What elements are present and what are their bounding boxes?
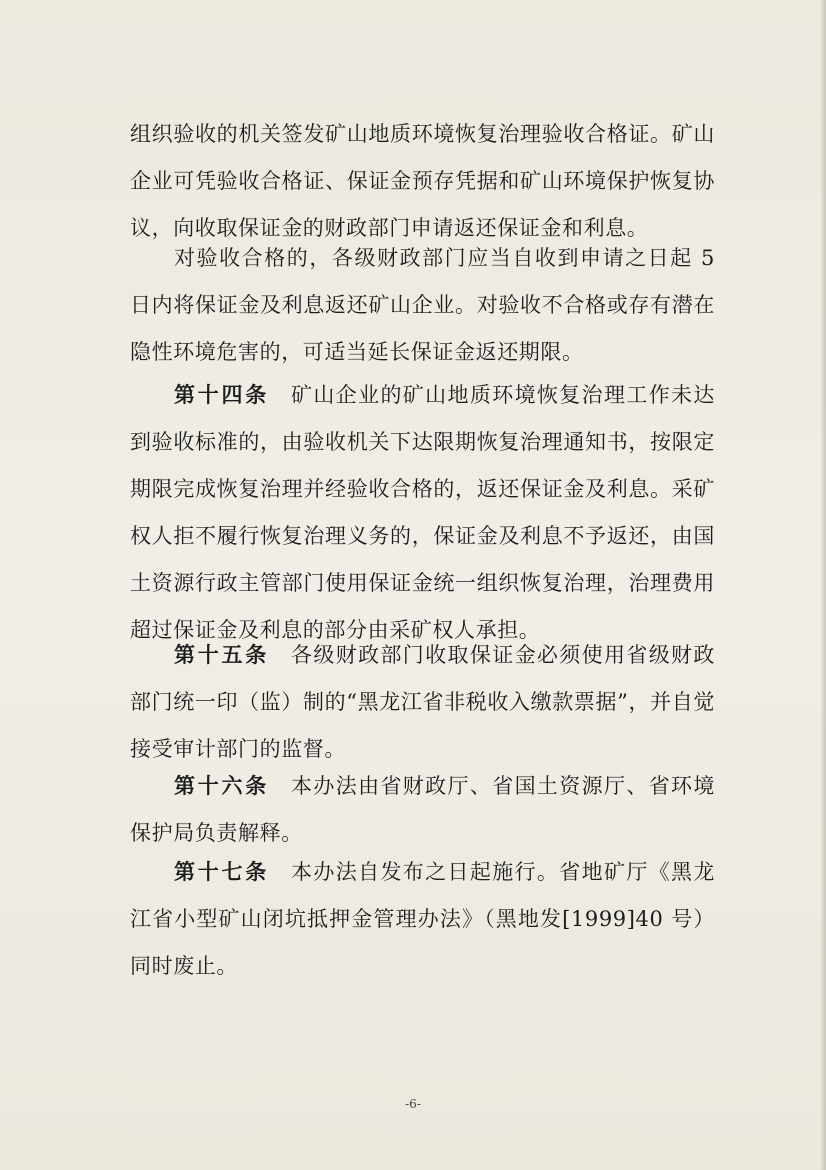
- article-heading: 第十六条: [174, 773, 270, 798]
- article-heading: 第十七条: [174, 859, 270, 884]
- paragraph-2: [130, 235, 715, 376]
- paragraph-text: 对验收合格的，各级财政部门应当自收到申请之日起 5 日内将保证金及利息返还矿山企业。对验收不合格或存有潜在隐性环境危害的，可适当延长保证金返还期限。: [130, 246, 715, 364]
- article-heading: 第十五条: [174, 642, 270, 667]
- article-text: 矿山企业的矿山地质环境恢复治理工作未达到验收标准的，由验收机关下达限期恢复治理通知书，按限定期限完成恢复治理并经验收合格的，返还保证金及利息。采矿权人拒不履行恢复治理义务的，保证金及利息不予返还，由国土资源行政主管部门使用保证金统一组织恢复治理，治理费用超过保证金及利息的部分由采矿权人承担。: [130, 383, 716, 642]
- article-heading: 第十四条: [174, 382, 270, 407]
- article-text: 本办法由省财政厅、省国土资源厅、省环境保护局负责解释。: [130, 774, 716, 845]
- paragraph-1: [130, 111, 715, 252]
- article-text: 本办法自发布之日起施行。省地矿厅《黑龙江省小型矿山闭坑抵押金管理办法》（黑地发[1999]40 号）同时废止。: [130, 860, 716, 978]
- article-17: [130, 848, 715, 990]
- page-number: -6-: [405, 1097, 421, 1111]
- article-16: [130, 762, 715, 857]
- article-text: 各级财政部门收取保证金必须使用省级财政部门统一印（监）制的“黑龙江省非税收入缴款票据”，并自觉接受审计部门的监督。: [130, 643, 716, 761]
- article-14: [130, 371, 715, 654]
- article-15: [130, 631, 715, 773]
- paragraph-text: 组织验收的机关签发矿山地质环境恢复治理验收合格证。矿山企业可凭验收合格证、保证金预存凭据和矿山环境保护恢复协议，向收取保证金的财政部门申请返还保证金和利息。: [130, 122, 715, 240]
